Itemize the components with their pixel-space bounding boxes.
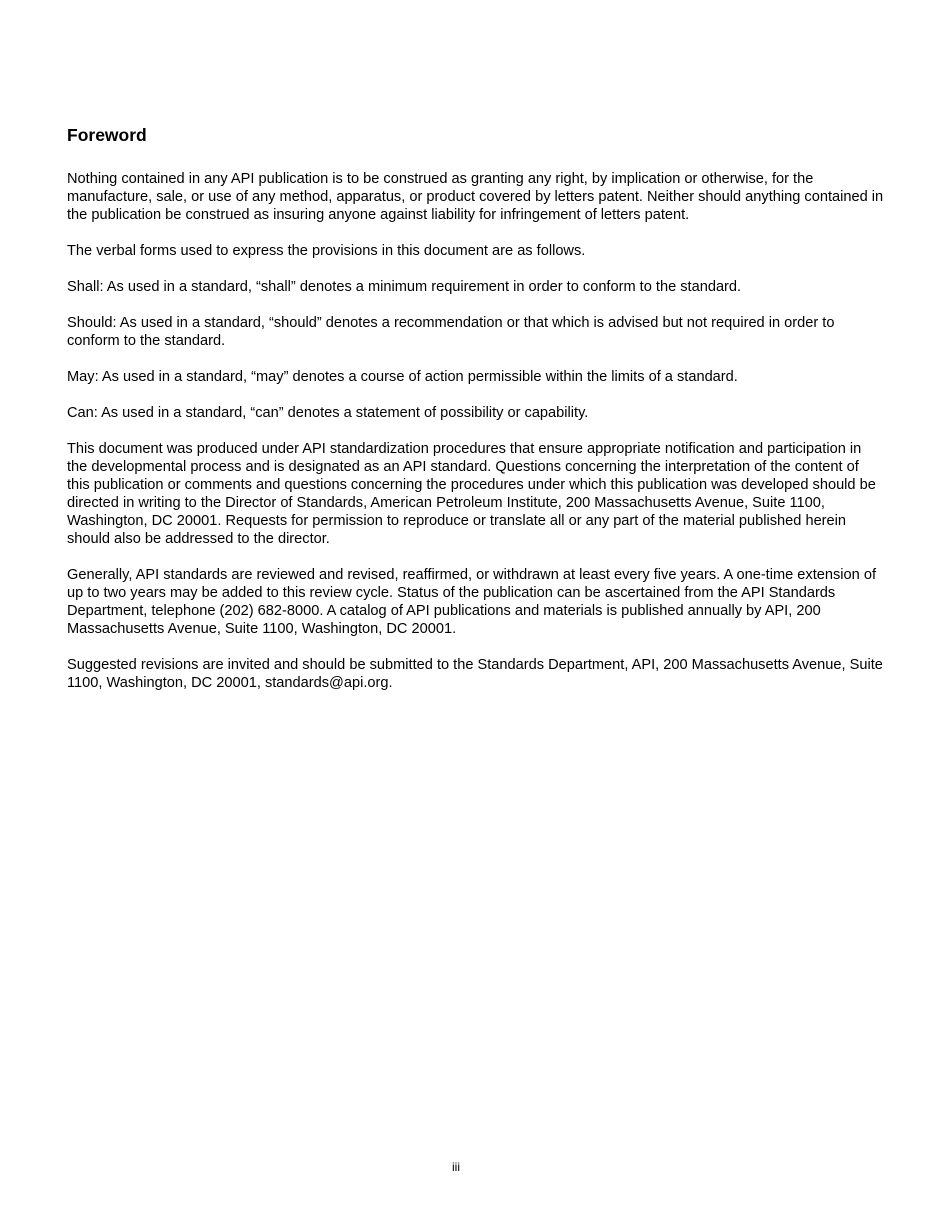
section-heading: Foreword [67, 125, 147, 145]
paragraph-may-definition: May: As used in a standard, “may” denotes a course of action permissible within the limits of a standard. [67, 369, 738, 385]
paragraph-should-definition: Should: As used in a standard, “should” denotes a recommendation or that which is advised but not required in order to conform to the standard. [67, 315, 835, 349]
paragraph-standardization-procedures: This document was produced under API standardization procedures that ensure appropriate notification and participation in the developmental process and is designated as an API standard. Questions concerning the interpretation of the content of this publication or comments and questions concerning the procedures under which this publication was developed should be directed in writing to the Director of Standards, American Petroleum Institute, 200 Massachusetts Avenue, Suite 1100, Washington, DC 20001. Requests for permission to reproduce or translate all or any part of the material published herein should also be addressed to the director. [67, 441, 876, 547]
paragraph-verbal-forms-intro: The verbal forms used to express the provisions in this document are as follows. [67, 243, 586, 259]
paragraph-can-definition: Can: As used in a standard, “can” denotes a statement of possibility or capability. [67, 405, 589, 421]
paragraph-suggested-revisions: Suggested revisions are invited and should be submitted to the Standards Department, API, 200 Massachusetts Avenue, Suite 1100, Washington, DC 20001, standards@api.org. [67, 657, 883, 691]
paragraph-review-cycle: Generally, API standards are reviewed and revised, reaffirmed, or withdrawn at least every five years. A one-time extension of up to two years may be added to this review cycle. Status of the publication can be ascertained from the API Standards Department, telephone (202) 682-8000. A catalog of API publications and materials is published annually by API, 200 Massachusetts Avenue, Suite 1100, Washington, DC 20001. [67, 567, 877, 637]
paragraph-shall-definition: Shall: As used in a standard, “shall” denotes a minimum requirement in order to conform to the standard. [67, 279, 742, 295]
document-page [67, 124, 885, 710]
page-number: iii [452, 1160, 460, 1174]
paragraph-patent-disclaimer: Nothing contained in any API publication is to be construed as granting any right, by implication or otherwise, for the manufacture, sale, or use of any method, apparatus, or product covered by letters patent. Neither should anything contained in the publication be construed as insuring anyone against liability for infringement of letters patent. [67, 171, 884, 223]
